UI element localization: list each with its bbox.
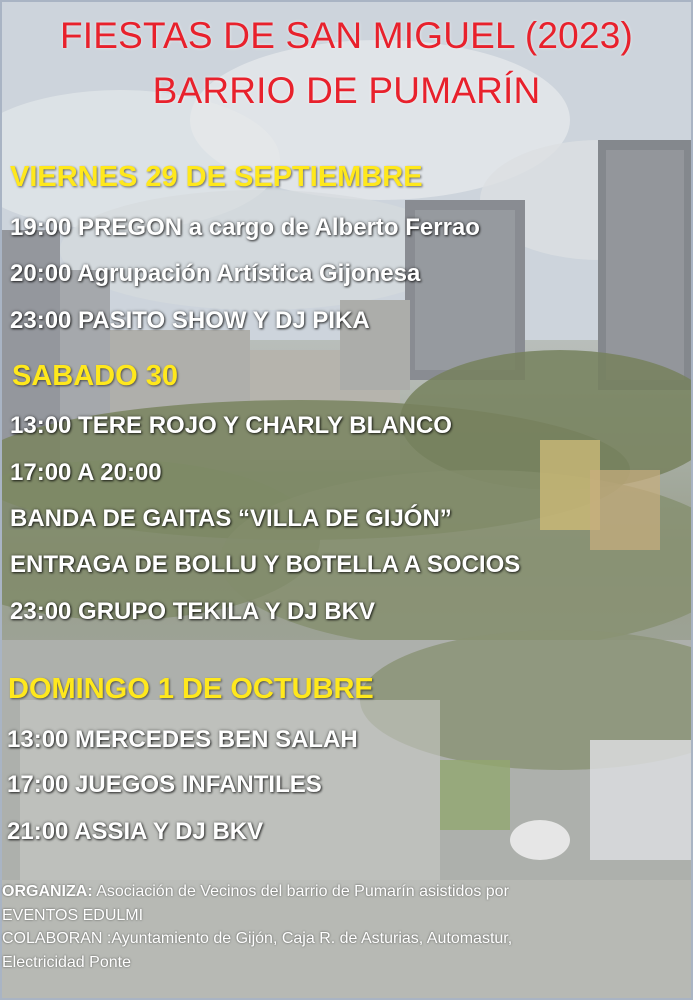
event-item: 17:00 A 20:00 [10, 459, 162, 486]
event-item: BANDA DE GAITAS “VILLA DE GIJÓN” [10, 505, 452, 532]
event-item: 20:00 Agrupación Artística Gijonesa [10, 260, 421, 287]
credits [2, 880, 688, 974]
event-item: 21:00 ASSIA Y DJ BKV [7, 818, 264, 845]
organiza-text-continued: EVENTOS EDULMI [2, 906, 144, 924]
organiza-label: ORGANIZA: [2, 883, 93, 900]
event-item: 17:00 JUEGOS INFANTILES [7, 771, 322, 798]
day-heading-sunday: DOMINGO 1 DE OCTUBRE [8, 673, 374, 705]
poster-subtitle: BARRIO DE PUMARÍN [152, 70, 541, 111]
poster-title: FIESTAS DE SAN MIGUEL (2023) [59, 15, 634, 56]
event-item: 13:00 MERCEDES BEN SALAH [7, 726, 358, 753]
day-heading-saturday: SABADO 30 [12, 360, 178, 392]
day-heading-friday: VIERNES 29 DE SEPTIEMBRE [10, 161, 423, 193]
event-item: 19:00 PREGON a cargo de Alberto Ferrao [10, 214, 480, 241]
event-item: 23:00 PASITO SHOW Y DJ PIKA [10, 307, 370, 334]
organiza-line [2, 880, 688, 904]
event-item: 13:00 TERE ROJO Y CHARLY BLANCO [10, 412, 452, 439]
organiza-text: Asociación de Vecinos del barrio de Pumarín asistidos por [92, 883, 509, 900]
colaboran-text-continued: Electricidad Ponte [2, 953, 131, 971]
colaboran-line: COLABORAN :Ayuntamiento de Gijón, Caja R. de Asturias, Automastur, [2, 930, 513, 947]
event-item: 23:00 GRUPO TEKILA Y DJ BKV [10, 598, 375, 625]
event-item: ENTRAGA DE BOLLU Y BOTELLA A SOCIOS [10, 551, 521, 578]
